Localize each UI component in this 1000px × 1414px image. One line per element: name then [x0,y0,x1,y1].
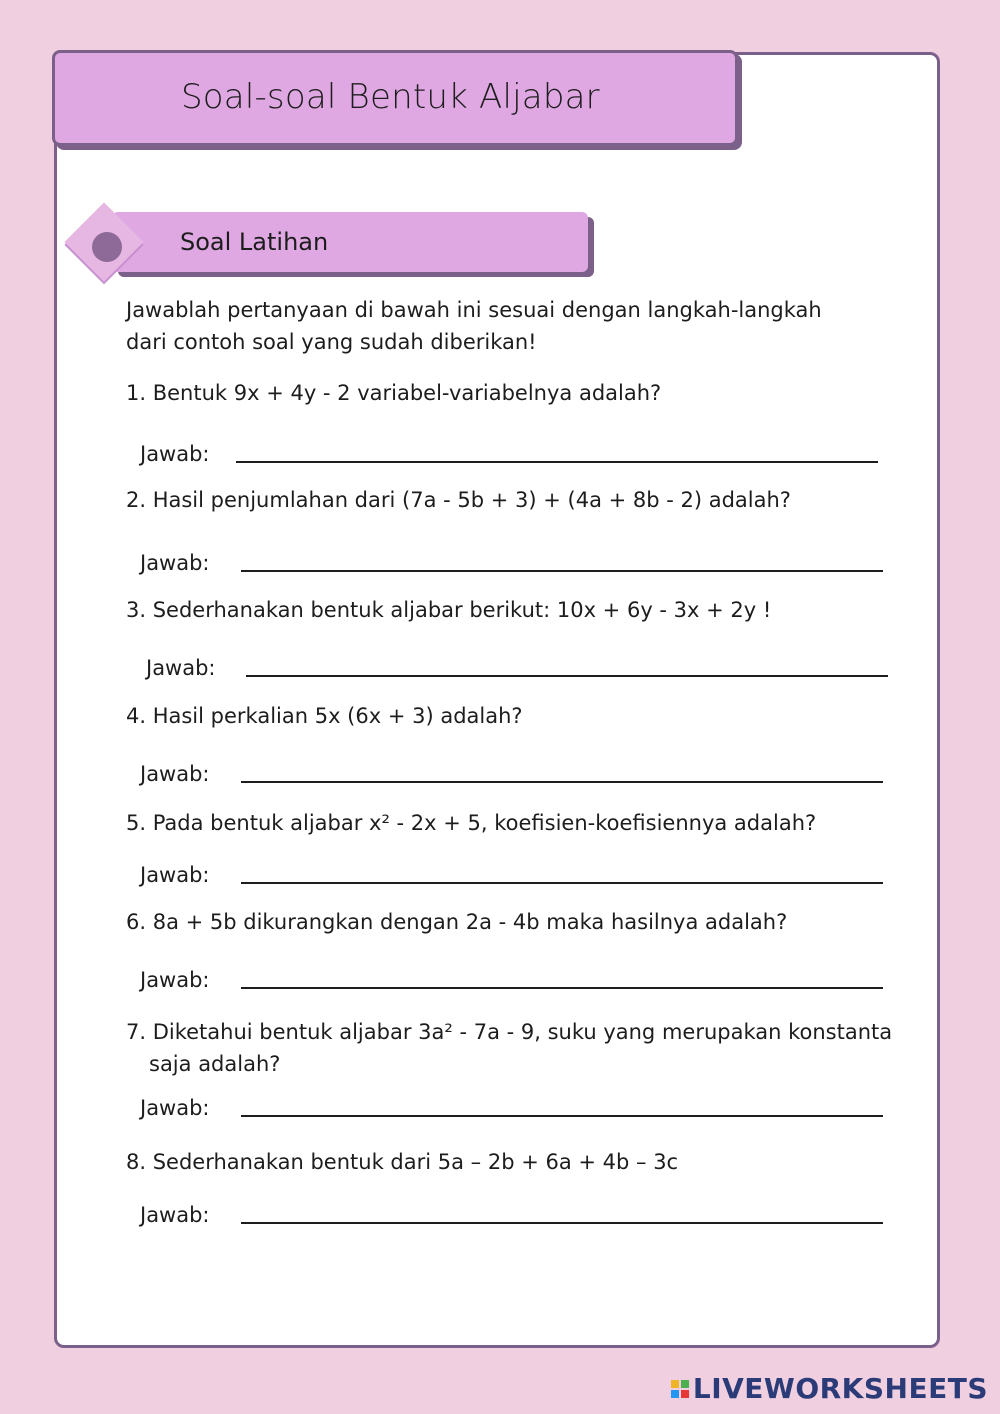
liveworksheets-logo[interactable] [671,1372,988,1405]
answer-line-6[interactable] [241,987,883,989]
answer-label-2: Jawab: [140,551,210,575]
answer-label-6: Jawab: [140,968,210,992]
answer-line-1[interactable] [236,461,878,463]
section-banner [112,212,588,272]
answer-line-5[interactable] [241,882,883,884]
question-5: 5. Pada bentuk aljabar x² - 2x + 5, koefisien-koefisiennya adalah? [126,811,817,835]
question-8: 8. Sederhanakan bentuk dari 5a – 2b + 6a + 4b – 3c [126,1150,679,1174]
answer-line-3[interactable] [246,675,888,677]
brand-text: LIVEWORKSHEETS [692,1372,988,1405]
question-7-continued: saja adalah? [149,1052,281,1076]
answer-line-8[interactable] [241,1222,883,1224]
liveworksheets-icon [671,1380,689,1398]
answer-label-8: Jawab: [140,1203,210,1227]
section-title: Soal Latihan [180,228,329,256]
question-6: 6. 8a + 5b dikurangkan dengan 2a - 4b maka hasilnya adalah? [126,910,788,934]
dot-icon [92,232,122,262]
answer-line-2[interactable] [241,570,883,572]
answer-line-7[interactable] [241,1115,883,1117]
answer-label-7: Jawab: [140,1096,210,1120]
title-banner [52,50,738,146]
answer-label-1: Jawab: [140,442,210,466]
question-1: 1. Bentuk 9x + 4y - 2 variabel-variabelnya adalah? [126,381,662,405]
answer-line-4[interactable] [241,781,883,783]
instructions-line-1: Jawablah pertanyaan di bawah ini sesuai dengan langkah-langkah [126,298,822,322]
question-4: 4. Hasil perkalian 5x (6x + 3) adalah? [126,704,523,728]
answer-label-4: Jawab: [140,762,210,786]
instructions [126,294,886,358]
instructions-line-2: dari contoh soal yang sudah diberikan! [126,330,537,354]
question-2: 2. Hasil penjumlahan dari (7a - 5b + 3) + (4a + 8b - 2) adalah? [126,488,791,512]
answer-label-5: Jawab: [140,863,210,887]
page-title: Soal-soal Bentuk Aljabar [181,77,600,117]
answer-label-3: Jawab: [146,656,216,680]
question-7: 7. Diketahui bentuk aljabar 3a² - 7a - 9, suku yang merupakan konstanta [126,1020,893,1044]
question-3: 3. Sederhanakan bentuk aljabar berikut: 10x + 6y - 3x + 2y ! [126,598,772,622]
